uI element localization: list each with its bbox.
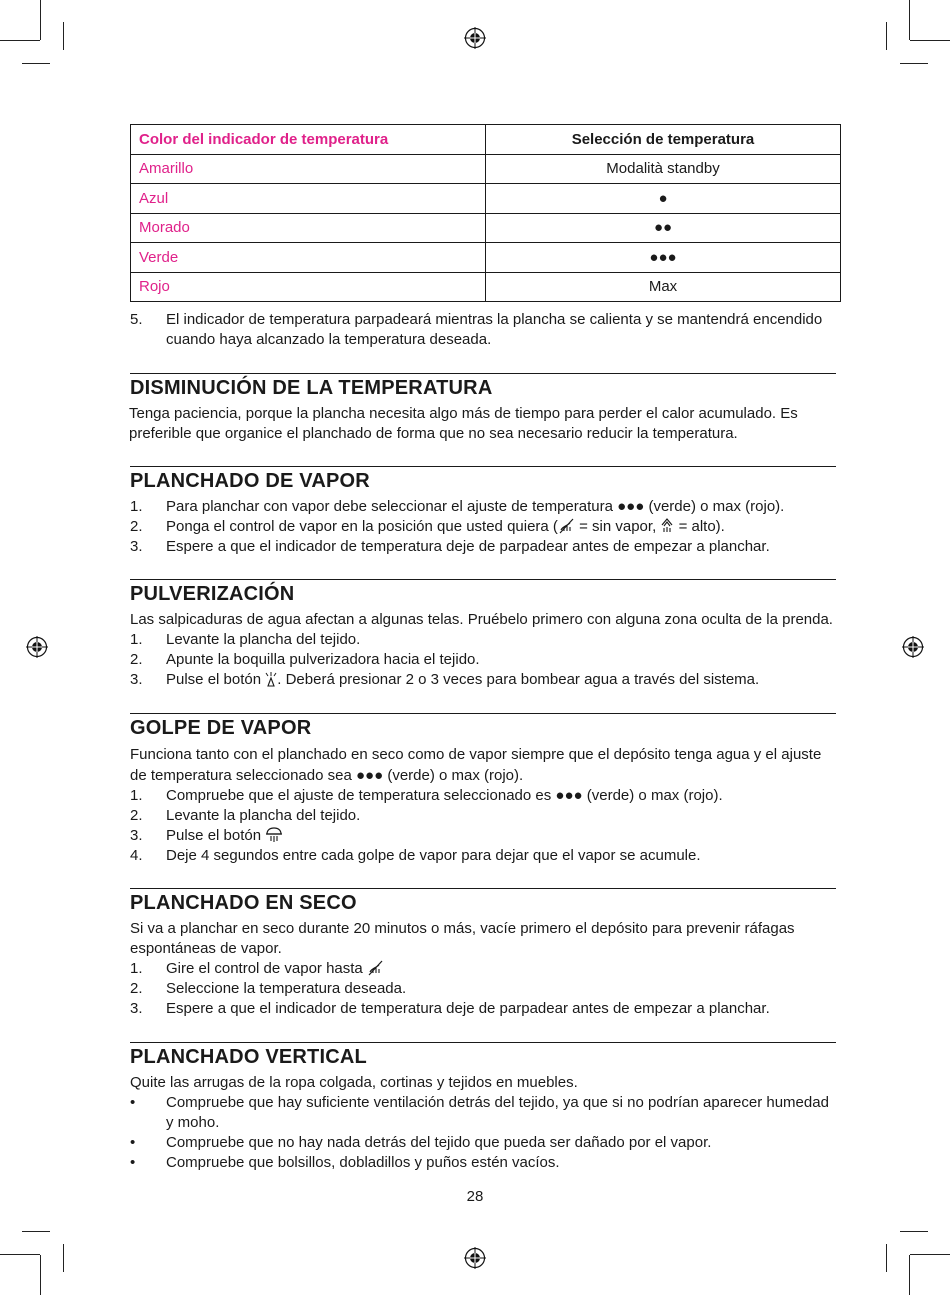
list-item (130, 1093, 836, 1133)
crop-mark (909, 1255, 910, 1295)
list-number: 1. (130, 960, 143, 977)
steps-list (130, 497, 836, 557)
table-cell-color: Amarillo (131, 154, 486, 184)
list-text: Para planchar con vapor debe seleccionar el ajuste de temperatura ●●● (verde) o max (rojo). (166, 498, 785, 515)
table-cell-setting: ●● (486, 213, 841, 243)
registration-mark-icon (902, 636, 924, 658)
registration-mark-icon (26, 636, 48, 658)
no-steam-icon (558, 517, 575, 534)
registration-mark-icon (464, 27, 486, 49)
crop-mark (909, 0, 910, 40)
crop-mark (0, 40, 40, 41)
section-title: PLANCHADO DE VAPOR (130, 470, 370, 492)
list-text: Compruebe que no hay nada detrás del tejido que pueda ser dañado por el vapor. (166, 1134, 712, 1151)
crop-mark (886, 22, 887, 50)
table-row (131, 272, 841, 302)
list-bullet: • (130, 1094, 136, 1111)
section-planchado-vapor (130, 466, 836, 557)
list-text: Compruebe que hay suficiente ventilación detrás del tejido, ya que si no podrían aparecer humedad y moho. (166, 1094, 829, 1131)
section-title: PULVERIZACIÓN (130, 583, 295, 605)
bullet-list (130, 1093, 836, 1173)
list-text: Levante la plancha del tejido. (166, 807, 361, 824)
table-cell-setting: ●●● (486, 243, 841, 273)
table-cell-color: Morado (131, 213, 486, 243)
list-text: Apunte la boquilla pulverizadora hacia el tejido. (166, 651, 480, 668)
list-item (130, 959, 836, 979)
list-text: Compruebe que el ajuste de temperatura seleccionado es ●●● (verde) o max (rojo). (166, 787, 723, 804)
crop-mark (0, 1254, 40, 1255)
list-text: Ponga el control de vapor en la posición que usted quiera ( (166, 518, 558, 535)
section-text: Quite las arrugas de la ropa colgada, cortinas y tejidos en muebles. (130, 1074, 578, 1091)
list-item (130, 979, 836, 999)
section-title: DISMINUCIÓN DE LA TEMPERATURA (130, 377, 493, 399)
list-number: 3. (130, 827, 143, 844)
crop-mark (886, 1244, 887, 1272)
section-title: GOLPE DE VAPOR (130, 717, 312, 739)
steam-burst-icon (265, 826, 283, 843)
section-text: Tenga paciencia, porque la plancha necesita algo más de tiempo para perder el calor acumulado. Es preferible que organice el planchado de forma que no sea necesario reducir la temperatura. (129, 405, 798, 442)
section-text: Funciona tanto con el planchado en seco como de vapor siempre que el depósito tenga agua y el ajuste de temperatura seleccionado sea ●●● (verde) o max (rojo). (130, 746, 822, 784)
spray-icon (265, 670, 277, 687)
list-text: Pulse el botón (166, 671, 266, 688)
table-cell-color: Azul (131, 184, 486, 214)
list-number: 3. (130, 1000, 143, 1017)
list-item (130, 846, 836, 866)
list-item (130, 806, 836, 826)
list-number: 1. (130, 631, 143, 648)
high-steam-icon (660, 517, 674, 534)
list-item (130, 1133, 836, 1153)
list-number: 2. (130, 518, 143, 535)
table-cell-color: Verde (131, 243, 486, 273)
crop-mark (40, 1255, 41, 1295)
table-header: Color del indicador de temperatura (131, 125, 486, 155)
list-item (130, 786, 836, 806)
list-number: 2. (130, 980, 143, 997)
crop-mark (910, 40, 950, 41)
list-item (130, 497, 836, 517)
list-number: 3. (130, 538, 143, 555)
list-text: Pulse el botón (166, 827, 266, 844)
section-pulverizacion (130, 579, 836, 690)
steps-list (130, 959, 836, 1019)
steps-list (130, 630, 836, 690)
crop-mark (900, 1231, 928, 1232)
note-list (130, 310, 836, 350)
registration-mark-icon (464, 1247, 486, 1269)
list-text: Espere a que el indicador de temperatura deje de parpadear antes de empezar a planchar. (166, 538, 770, 555)
section-golpe-vapor (130, 713, 836, 866)
list-item (130, 537, 836, 557)
table-header: Selección de temperatura (486, 125, 841, 155)
crop-mark (63, 1244, 64, 1272)
list-item (130, 1153, 836, 1173)
list-number: 3. (130, 671, 143, 688)
table-cell-color: Rojo (131, 272, 486, 302)
list-item (130, 630, 836, 650)
list-text: = sin vapor, (574, 518, 661, 535)
table-row (131, 243, 841, 273)
section-text: Si va a planchar en seco durante 20 minutos o más, vacíe primero el depósito para prevenir ráfagas espontáneas de vapor. (130, 920, 795, 957)
table-cell-setting: ● (486, 184, 841, 214)
list-bullet: • (130, 1154, 136, 1171)
temperature-table (130, 124, 841, 302)
list-number: 1. (130, 498, 143, 515)
list-item (130, 310, 836, 350)
crop-mark (22, 63, 50, 64)
list-item (130, 999, 836, 1019)
list-number: 2. (130, 807, 143, 824)
crop-mark (63, 22, 64, 50)
crop-mark (910, 1254, 950, 1255)
section-text: Las salpicaduras de agua afectan a algunas telas. Pruébelo primero con alguna zona oculta de la prenda. (130, 611, 833, 628)
section-title: PLANCHADO EN SECO (130, 892, 357, 914)
crop-mark (900, 63, 928, 64)
table-row (131, 213, 841, 243)
list-number: 4. (130, 847, 143, 864)
list-text: Deje 4 segundos entre cada golpe de vapor para dejar que el vapor se acumule. (166, 847, 701, 864)
table-row (131, 184, 841, 214)
section-planchado-vertical (130, 1042, 836, 1173)
list-text: Seleccione la temperatura deseada. (166, 980, 407, 997)
list-text: El indicador de temperatura parpadeará mientras la plancha se calienta y se mantendrá encendido cuando haya alcanzado la temperatura deseada. (166, 311, 823, 348)
list-text: . Deberá presionar 2 o 3 veces para bombear agua a través del sistema. (277, 671, 760, 688)
list-number: 1. (130, 787, 143, 804)
list-number: 5. (130, 311, 143, 328)
list-item (130, 517, 836, 537)
table-header-row (131, 125, 841, 155)
table-cell-setting: Modalità standby (486, 154, 841, 184)
section-planchado-seco (130, 888, 836, 1019)
table-cell-setting: Max (486, 272, 841, 302)
page-number: 28 (466, 1188, 484, 1205)
crop-mark (40, 0, 41, 40)
steps-list (130, 786, 836, 866)
list-text: Gire el control de vapor hasta (166, 960, 367, 977)
list-item (130, 826, 836, 846)
no-steam-icon (367, 959, 384, 976)
list-item (130, 650, 836, 670)
section-disminucion (130, 373, 836, 444)
list-number: 2. (130, 651, 143, 668)
page-content (130, 124, 836, 1173)
table-row (131, 154, 841, 184)
list-bullet: • (130, 1134, 136, 1151)
list-item (130, 670, 836, 690)
list-text: Compruebe que bolsillos, dobladillos y puños estén vacíos. (166, 1154, 560, 1171)
section-title: PLANCHADO VERTICAL (130, 1046, 367, 1068)
list-text: = alto). (674, 518, 725, 535)
list-text: Levante la plancha del tejido. (166, 631, 361, 648)
crop-mark (22, 1231, 50, 1232)
list-text: Espere a que el indicador de temperatura deje de parpadear antes de empezar a planchar. (166, 1000, 770, 1017)
